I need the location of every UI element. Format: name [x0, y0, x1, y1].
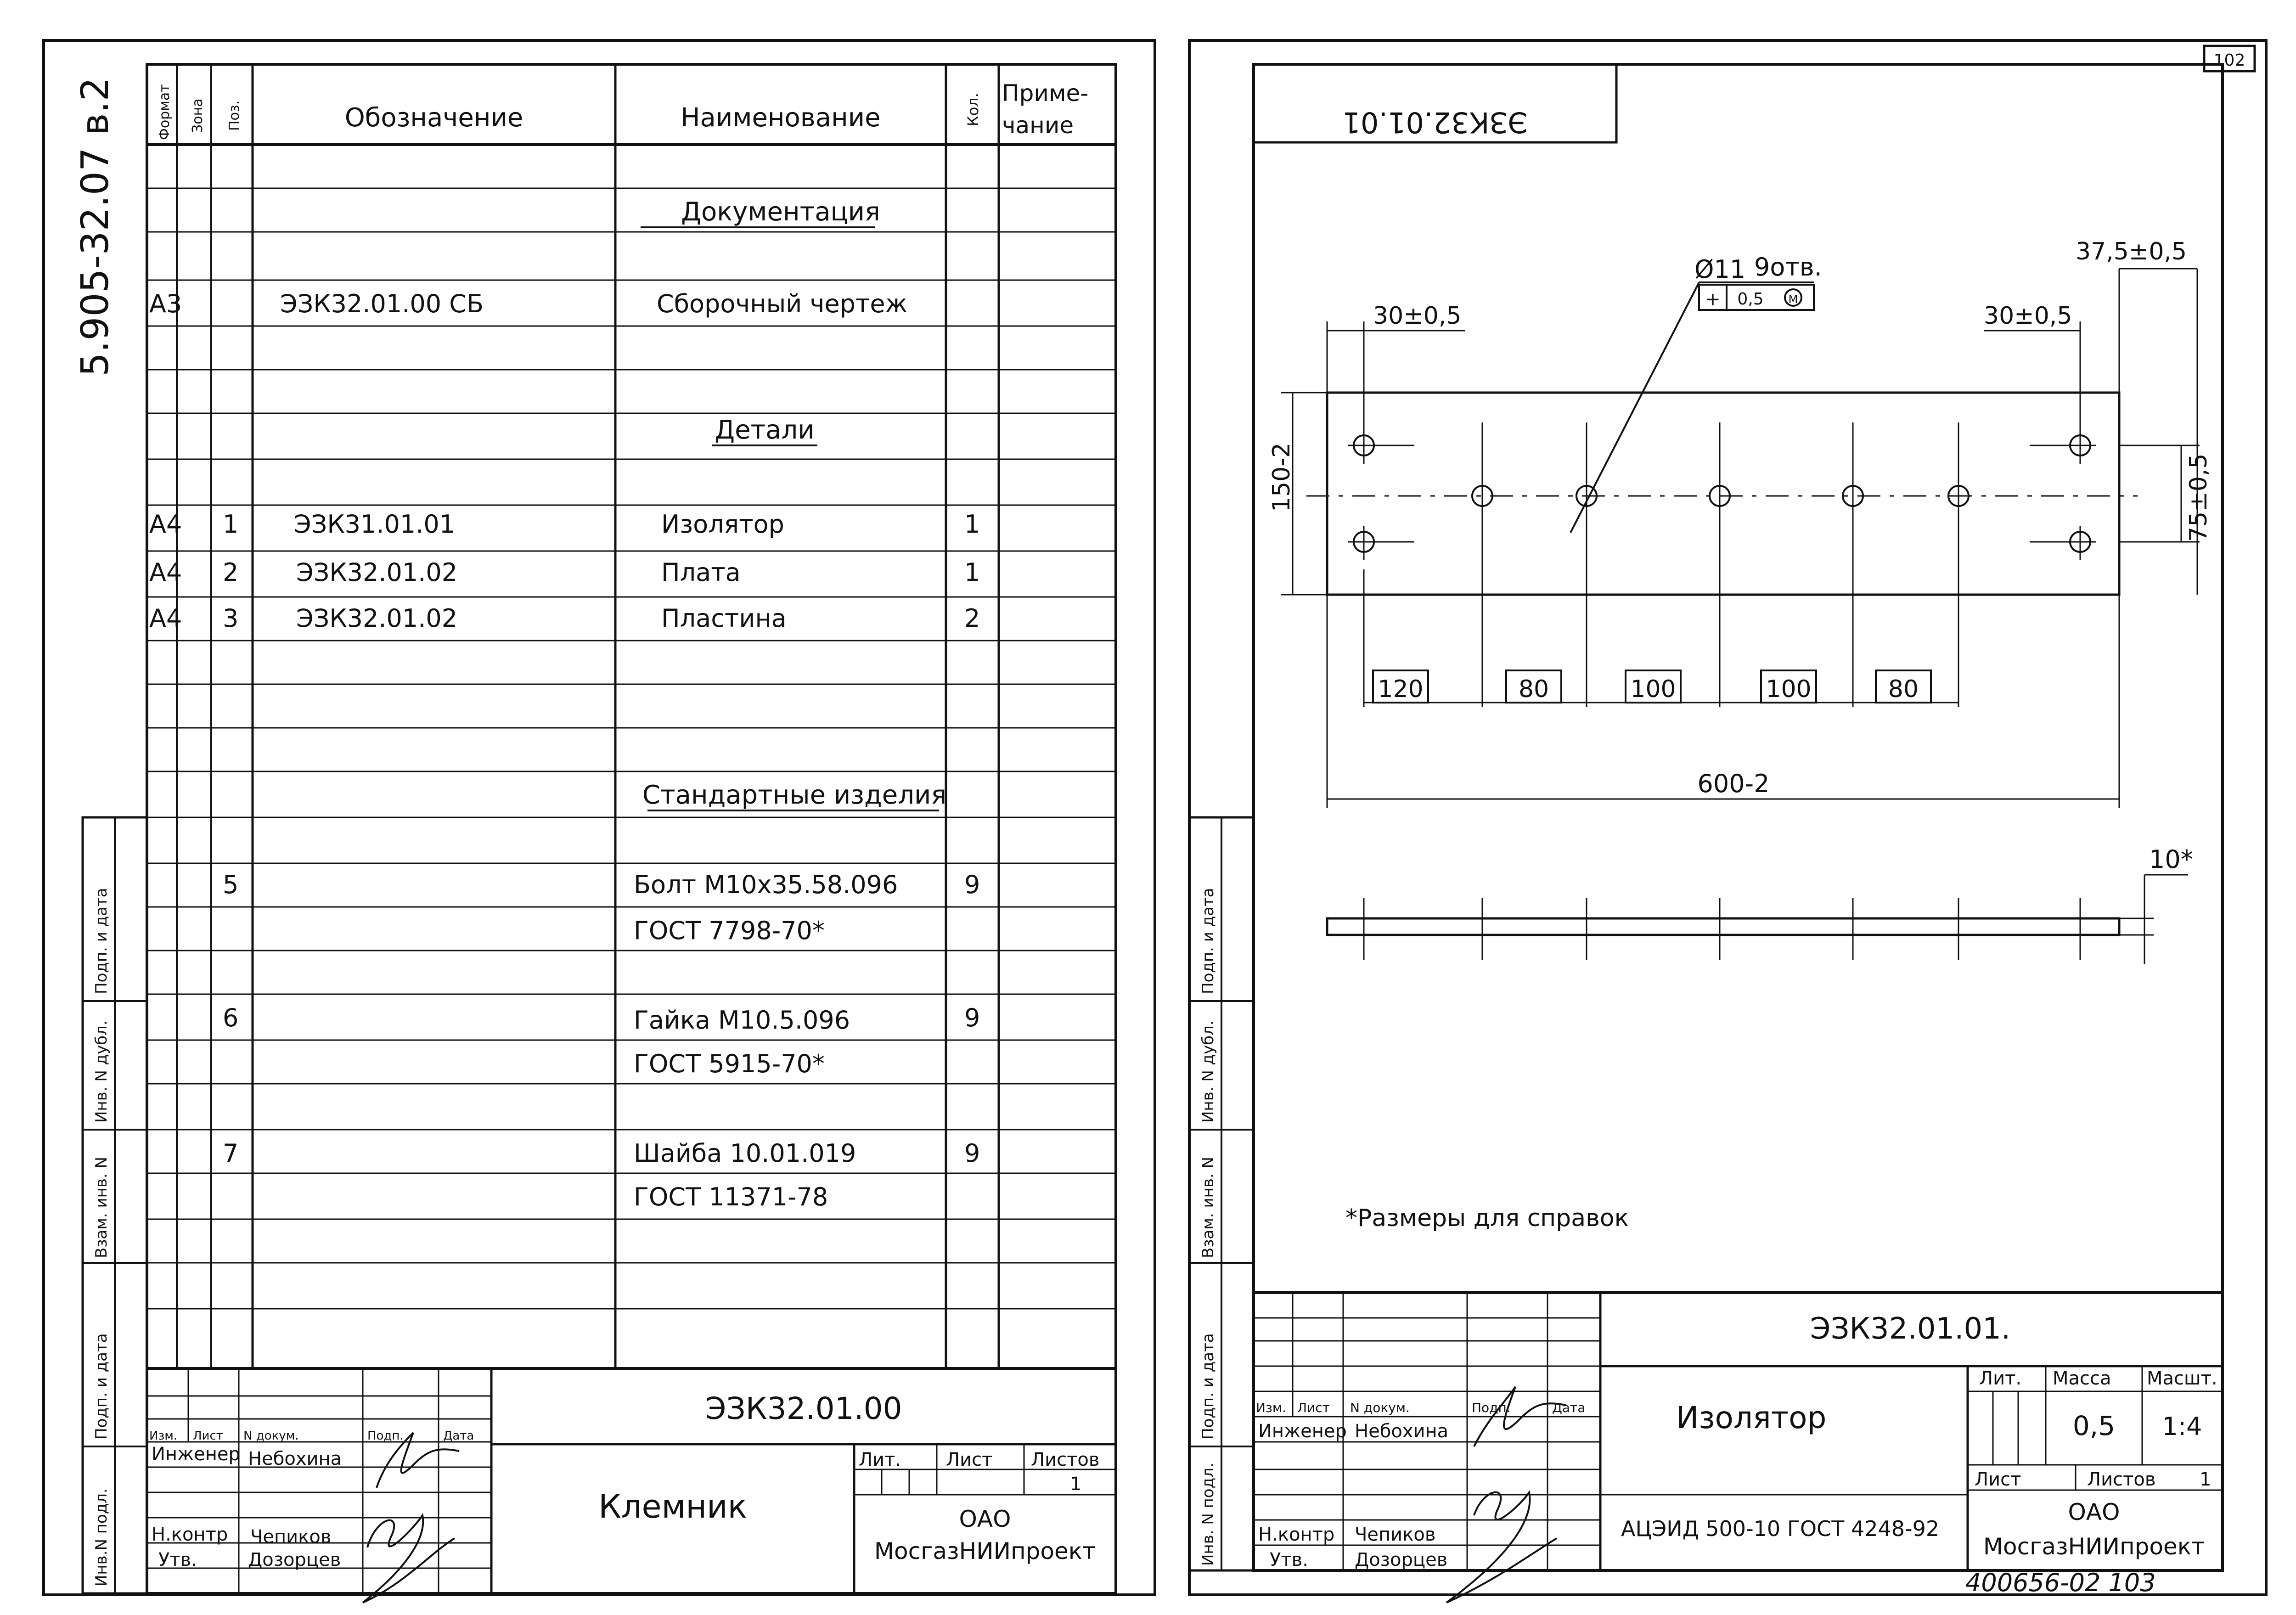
table-row: [634, 1049, 825, 1078]
svg-text:Взам. инв. N: Взам. инв. N: [92, 1157, 111, 1258]
svg-text:Н.контр: Н.контр: [152, 1524, 228, 1545]
header-note-line2: чание: [1002, 112, 1074, 139]
svg-text:Лит.: Лит.: [1979, 1368, 2022, 1389]
svg-text:1: 1: [1070, 1474, 1082, 1495]
spacing-label: 120: [1378, 675, 1424, 703]
svg-text:Плата: Плата: [661, 558, 741, 587]
svg-text:МосгазНИИпроект: МосгазНИИпроект: [1983, 1533, 2205, 1560]
spacing-label: 80: [1518, 675, 1549, 703]
svg-text:5: 5: [223, 870, 239, 899]
svg-text:ЭЗК32.01.00 СБ: ЭЗК32.01.00 СБ: [280, 289, 484, 318]
table-row: [223, 870, 980, 899]
svg-text:Сборочный чертеж: Сборочный чертеж: [657, 289, 908, 318]
spacing-label: 100: [1630, 675, 1676, 703]
svg-text:7: 7: [223, 1139, 239, 1168]
tolerance-modifier: M: [1788, 293, 1798, 306]
svg-text:Изм.: Изм.: [149, 1429, 178, 1443]
signature-control: [363, 1515, 455, 1603]
svg-text:Небохина: Небохина: [1355, 1421, 1449, 1442]
svg-text:Дата: Дата: [1552, 1400, 1586, 1415]
svg-text:9: 9: [964, 1003, 980, 1032]
svg-text:А4: А4: [149, 604, 182, 633]
svg-text:1: 1: [964, 558, 980, 587]
svg-text:Пластина: Пластина: [661, 604, 787, 633]
table-row: [149, 289, 907, 318]
table-row: [149, 510, 980, 539]
svg-text:ОАО: ОАО: [959, 1506, 1011, 1532]
svg-text:Листов: Листов: [2087, 1469, 2156, 1490]
plate-outline: [1327, 393, 2119, 595]
svg-text:Инв. N дубл.: Инв. N дубл.: [1199, 1020, 1217, 1123]
svg-text:Масшт.: Масшт.: [2147, 1368, 2217, 1389]
svg-text:N докум.: N докум.: [243, 1429, 299, 1443]
svg-text:А4: А4: [149, 510, 182, 539]
header-note-line1: Приме-: [1002, 80, 1089, 107]
table-row: [223, 1003, 980, 1035]
dim-half-height: 75±0,5: [2185, 453, 2212, 542]
section-standard: Стандартные изделия: [642, 780, 947, 810]
svg-text:Дозорцев: Дозорцев: [248, 1549, 341, 1570]
svg-text:ГОСТ 7798-70*: ГОСТ 7798-70*: [634, 916, 825, 945]
header-pos: Поз.: [226, 100, 242, 131]
table-row: [149, 558, 980, 587]
svg-text:Инженер: Инженер: [152, 1444, 240, 1465]
left-doc-name: Клемник: [598, 1488, 747, 1525]
section-documentation: Документация: [681, 197, 880, 227]
svg-text:Подп. и дата: Подп. и дата: [1199, 1333, 1217, 1440]
svg-text:Чепиков: Чепиков: [250, 1526, 332, 1547]
svg-text:Масса: Масса: [2053, 1368, 2111, 1389]
svg-text:Н.контр: Н.контр: [1258, 1524, 1335, 1545]
dim-thickness: 10*: [2149, 845, 2193, 874]
svg-text:9: 9: [964, 1139, 980, 1168]
section-details: Детали: [715, 415, 815, 445]
svg-text:Лист: Лист: [946, 1449, 993, 1470]
svg-text:Небохина: Небохина: [248, 1448, 342, 1469]
svg-text:1: 1: [2200, 1469, 2212, 1490]
header-name: Наименование: [681, 103, 881, 133]
hole-count: 9отв.: [1754, 253, 1822, 281]
svg-text:ОАО: ОАО: [2068, 1499, 2120, 1525]
right-side-stamp: [1189, 817, 1254, 1570]
svg-text:2: 2: [223, 558, 239, 587]
svg-text:Изолятор: Изолятор: [661, 510, 784, 539]
material-spec: АЦЭИД 500-10 ГОСТ 4248-92: [1621, 1516, 1940, 1541]
spacing-label: 80: [1888, 675, 1919, 703]
tolerance-value: 0,5: [1737, 290, 1764, 309]
svg-text:ГОСТ 5915-70*: ГОСТ 5915-70*: [634, 1049, 825, 1078]
side-code: 5.905-32.07 в.2: [73, 77, 117, 377]
svg-text:Утв.: Утв.: [1270, 1549, 1308, 1570]
svg-text:Листов: Листов: [1031, 1449, 1100, 1470]
svg-text:Лист: Лист: [193, 1429, 223, 1443]
dim-total-length: 600-2: [1697, 769, 1770, 798]
header-designation: Обозначение: [344, 103, 523, 133]
svg-text:ЭЗК31.01.01: ЭЗК31.01.01: [294, 510, 456, 539]
svg-text:Болт М10х35.58.096: Болт М10х35.58.096: [634, 870, 898, 899]
svg-text:Подп. и дата: Подп. и дата: [92, 1333, 111, 1440]
svg-text:9: 9: [964, 870, 980, 899]
svg-text:Подп.: Подп.: [1472, 1400, 1511, 1415]
right-doc-code: ЭЗК32.01.01.: [1810, 1312, 2011, 1346]
svg-text:Инв. N дубл.: Инв. N дубл.: [92, 1020, 111, 1123]
dim-left-edge: 30±0,5: [1373, 302, 1462, 330]
svg-text:Гайка М10.5.096: Гайка М10.5.096: [634, 1006, 850, 1035]
svg-text:Инв.N подл.: Инв.N подл.: [92, 1488, 111, 1587]
plate-side-view: [1327, 918, 2119, 935]
header-zone: Зона: [190, 98, 206, 133]
footnote: *Размеры для справок: [1345, 1204, 1629, 1232]
header-qty: Кол.: [964, 93, 982, 126]
svg-text:ЭЗК32.01.02: ЭЗК32.01.02: [296, 558, 458, 587]
signature-control-right: [1446, 1492, 1557, 1603]
corner-code: ЭЗК32.01.01: [1342, 106, 1528, 139]
archive-number: 400656-02 103: [1965, 1568, 2156, 1597]
svg-text:Подп.: Подп.: [367, 1429, 404, 1443]
svg-text:Взам. инв. N: Взам. инв. N: [1199, 1157, 1217, 1258]
table-row: [223, 1139, 980, 1168]
dim-right-outer: 37,5±0,5: [2076, 238, 2187, 265]
svg-text:Лист: Лист: [1975, 1469, 2021, 1490]
table-row: [634, 916, 825, 945]
svg-text:ГОСТ 11371-78: ГОСТ 11371-78: [634, 1182, 828, 1211]
right-doc-name: Изолятор: [1676, 1400, 1827, 1435]
svg-text:МосгазНИИпроект: МосгазНИИпроект: [874, 1538, 1096, 1564]
isolator-plate-drawing: [1281, 269, 2200, 964]
svg-text:А3: А3: [149, 289, 182, 318]
hole-callout: Ø11: [1694, 255, 1746, 284]
svg-text:1: 1: [223, 510, 239, 539]
svg-text:Подп. и дата: Подп. и дата: [1199, 888, 1217, 994]
svg-text:Лист: Лист: [1297, 1400, 1330, 1415]
svg-text:Подп. и дата: Подп. и дата: [92, 888, 111, 994]
table-row: [149, 604, 980, 633]
dim-right-edge: 30±0,5: [1984, 302, 2072, 330]
svg-text:Чепиков: Чепиков: [1355, 1524, 1436, 1545]
svg-text:Дозорцев: Дозорцев: [1355, 1549, 1448, 1570]
svg-text:А4: А4: [149, 558, 182, 587]
mass-value: 0,5: [2072, 1410, 2116, 1441]
page-number: 102: [2213, 51, 2245, 70]
specification-table: [147, 64, 1116, 1368]
svg-text:6: 6: [223, 1003, 239, 1032]
svg-text:Шайба 10.01.019: Шайба 10.01.019: [634, 1139, 856, 1168]
svg-text:2: 2: [964, 604, 980, 633]
spacing-label: 100: [1766, 675, 1812, 703]
svg-text:Утв.: Утв.: [158, 1549, 197, 1570]
svg-text:Лит.: Лит.: [859, 1449, 901, 1470]
dim-height: 150-2: [1268, 442, 1295, 512]
svg-text:ЭЗК32.01.02: ЭЗК32.01.02: [296, 604, 458, 633]
svg-text:1: 1: [964, 510, 980, 539]
header-format: Формат: [157, 84, 173, 140]
svg-text:N докум.: N докум.: [1350, 1400, 1410, 1415]
svg-text:Дата: Дата: [443, 1429, 474, 1443]
svg-text:3: 3: [223, 604, 239, 633]
svg-text:Инв. N подл.: Инв. N подл.: [1199, 1463, 1217, 1566]
left-doc-code: ЭЗК32.01.00: [705, 1391, 902, 1426]
table-row: [634, 1182, 828, 1211]
scale-value: 1:4: [2162, 1412, 2202, 1441]
svg-text:Изм.: Изм.: [1256, 1400, 1286, 1415]
left-side-stamp: [83, 817, 147, 1593]
svg-text:Инженер: Инженер: [1258, 1421, 1347, 1442]
tolerance-symbol: +: [1705, 289, 1721, 310]
